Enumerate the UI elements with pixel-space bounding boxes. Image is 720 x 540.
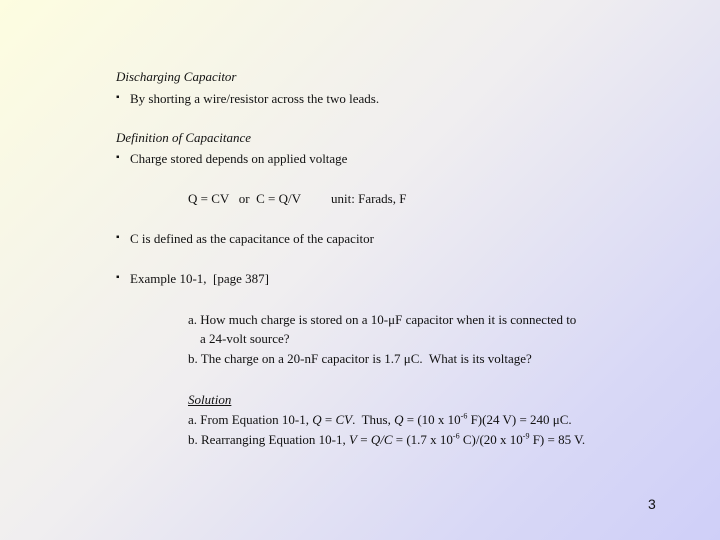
question-a-line1: a. How much charge is stored on a 10-μF capacitor when it is connected to bbox=[188, 312, 577, 327]
solution-heading: Solution bbox=[188, 392, 232, 407]
bullet-icon: ▪ bbox=[116, 232, 120, 243]
solution-a-line: a. From Equation 10-1, Q = CV. Thus, Q = (10 x $10^{-6}$ F)(24 V) = 240 μC. bbox=[188, 411, 572, 427]
c-definition-bullet-text: C is defined as the capacitance of the capacitor bbox=[130, 231, 374, 246]
page-number: 3 bbox=[648, 496, 656, 512]
bullet-icon: ▪ bbox=[116, 272, 120, 283]
question-b-line1: b. The charge on a 20-nF capacitor is 1.7 μC. What is its voltage? bbox=[188, 351, 532, 366]
bullet-icon: ▪ bbox=[116, 92, 120, 103]
charge-stored-bullet-text: Charge stored depends on applied voltage bbox=[130, 151, 348, 166]
example-bullet-text: Example 10-1, [page 387] bbox=[130, 271, 269, 286]
definition-capacitance-heading: Definition of Capacitance bbox=[116, 130, 252, 145]
discharging-capacitor-heading: Discharging Capacitor bbox=[116, 69, 237, 84]
bullet-icon: ▪ bbox=[116, 152, 120, 163]
question-a-line2: a 24-volt source? bbox=[200, 331, 290, 346]
shorting-bullet-text: By shorting a wire/resistor across the two leads. bbox=[130, 91, 380, 106]
capacitance-formula: Q = CV or C = Q/V bbox=[188, 191, 302, 206]
solution-b-line: b. Rearranging Equation 10-1, V = Q/C = (1.7 x $10^{-6}$ C)/(20 x $10^{-9}$ F) = 85 V. bbox=[188, 431, 586, 447]
capacitance-unit: unit: Farads, F bbox=[331, 191, 407, 206]
